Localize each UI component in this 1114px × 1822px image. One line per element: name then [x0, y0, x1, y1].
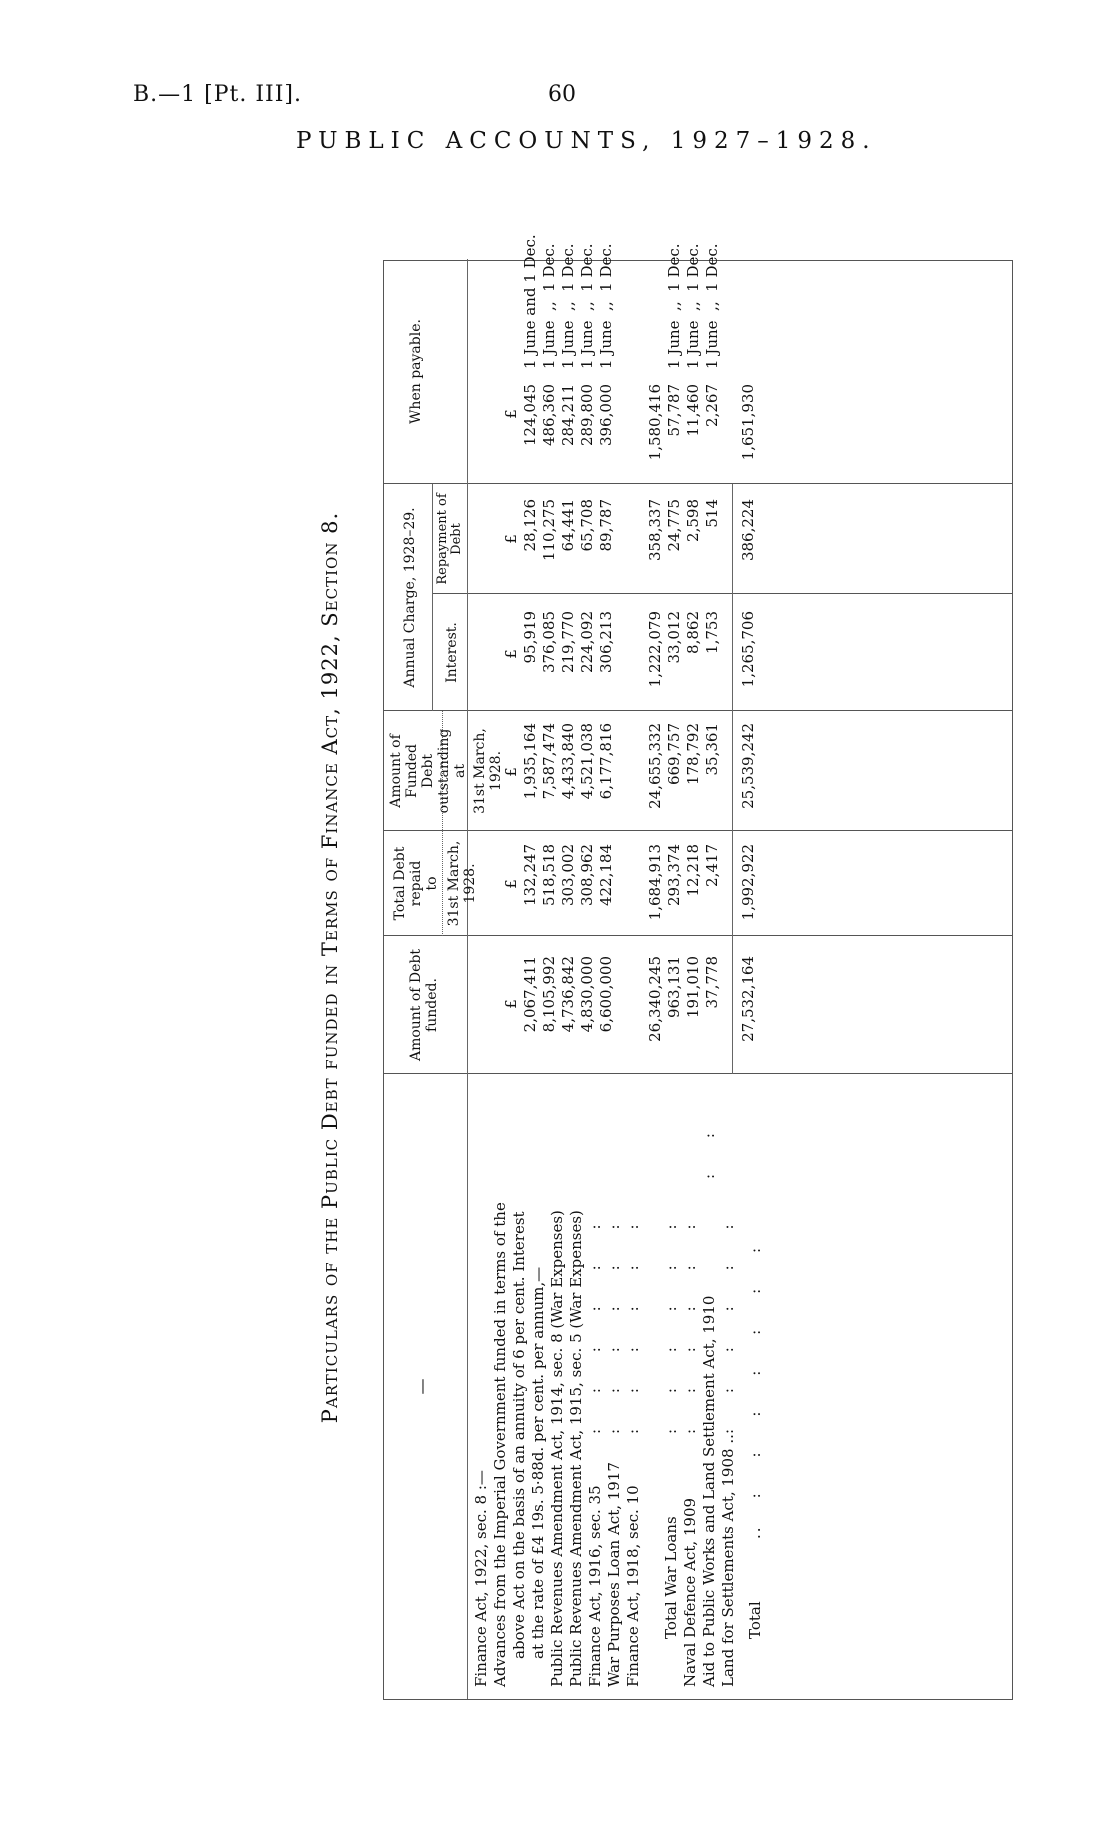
repayment-cell: 358,337	[646, 499, 664, 562]
leader-dots: : : : : : :	[586, 1222, 604, 1434]
repaid-header-line1: Total Debt repaid	[392, 846, 424, 921]
outstanding-cell: 669,757	[665, 723, 683, 786]
amount-funded-cell: 26,340,245	[646, 956, 664, 1042]
interest-cell: 224,092	[578, 611, 596, 674]
leader-dots: : : : : : :	[662, 1222, 680, 1434]
interest-cell: 376,085	[540, 611, 558, 674]
total-cell: 486,360	[540, 384, 558, 447]
repayment-cell: 386,224	[739, 499, 757, 562]
repayment-cell: 28,126	[521, 499, 539, 552]
interest-cell: 1,265,706	[739, 611, 757, 688]
table-caption: Particulars of the Public Debt funded in Terms of Finance Act, 1922, Section 8.	[318, 511, 342, 1424]
row-label: Land for Settlements Act, 1908 ..	[719, 1434, 737, 1687]
amount-funded-cell: 2,067,411	[521, 956, 539, 1033]
interest-cell: 1,753	[703, 611, 721, 654]
pound-sign: £	[502, 649, 520, 659]
repayment-cell: 2,598	[684, 499, 702, 542]
total-rule	[732, 484, 733, 1074]
amount-funded-cell: 27,532,164	[739, 956, 757, 1042]
repaid-cell: 2,417	[703, 844, 721, 887]
amount-funded-cell: 6,600,000	[597, 956, 615, 1033]
outstanding-header-line1: Amount of Funded	[388, 734, 420, 808]
interest-cell: 95,919	[521, 611, 539, 664]
interest-cell: 219,770	[559, 611, 577, 674]
row-label: Total	[746, 1601, 764, 1639]
amount-funded-cell: 37,778	[703, 956, 721, 1009]
leader-dots: : :	[700, 1131, 718, 1179]
row-label: War Purposes Loan Act, 1917	[605, 1462, 623, 1687]
amount-funded-cell: 4,736,842	[559, 956, 577, 1033]
column-rule	[432, 593, 1012, 594]
repayment-cell: 514	[703, 499, 721, 528]
description-header: —	[412, 1378, 431, 1395]
interest-cell: 1,222,079	[646, 611, 664, 688]
outstanding-cell: 7,587,474	[540, 723, 558, 800]
intro-line: above Act on the basis of an annuity of 6 per cent. Interest	[510, 1211, 528, 1659]
outstanding-cell: 178,792	[684, 723, 702, 786]
row-label: Naval Defence Act, 1909	[681, 1497, 699, 1687]
repaid-cell: 293,374	[665, 844, 683, 907]
when-payable-cell: 1 June ,, 1 Dec.	[665, 243, 683, 369]
repaid-cell: 1,992,922	[739, 844, 757, 921]
amount-funded-cell: 963,131	[665, 956, 683, 1019]
amount-funded-cell: 8,105,992	[540, 956, 558, 1033]
total-cell: 124,045	[521, 384, 539, 447]
repaid-cell: 422,184	[597, 844, 615, 907]
when-payable-cell: 1 June ,, 1 Dec.	[578, 243, 596, 369]
pound-sign: £	[502, 999, 520, 1009]
document-reference: B.—1 [Pt. III].	[133, 82, 303, 107]
leader-dots: .. : : : : : : :	[746, 1245, 764, 1539]
leader-dots: : : : : : :	[605, 1222, 623, 1434]
outstanding-cell: 4,433,840	[559, 723, 577, 800]
leader-dots: : : : : : :	[681, 1222, 699, 1434]
row-label: Aid to Public Works and Land Settlement Act, 1910	[700, 1295, 718, 1687]
pound-sign: £	[502, 879, 520, 889]
outstanding-header	[388, 711, 504, 831]
when-payable-cell: 1 June and 1 Dec.	[521, 234, 539, 369]
repayment-cell: 110,275	[540, 499, 558, 562]
running-head: PUBLIC ACCOUNTS, 1927–1928.	[296, 128, 877, 154]
when-payable-cell: 1 June ,, 1 Dec.	[684, 243, 702, 369]
when-payable-cell: 1 June ,, 1 Dec.	[703, 243, 721, 369]
interest-cell: 306,213	[597, 611, 615, 674]
pound-sign: £	[502, 534, 520, 544]
total-cell: 57,787	[665, 384, 683, 437]
header-rule	[467, 259, 468, 1699]
outstanding-header-line4: 31st March, 1928.	[472, 728, 504, 814]
repayment-header-line2: Debt	[449, 523, 464, 555]
amount-funded-header: Amount of Debt funded.	[408, 948, 440, 1062]
outstanding-cell: 1,935,164	[521, 723, 539, 800]
total-cell: 2,267	[703, 384, 721, 427]
repaid-cell: 132,247	[521, 844, 539, 907]
pound-sign: £	[502, 409, 520, 419]
interest-cell: 33,012	[665, 611, 683, 664]
when-payable-cell: 1 June ,, 1 Dec.	[540, 243, 558, 369]
repayment-cell: 24,775	[665, 499, 683, 552]
total-cell: 1,580,416	[646, 384, 664, 461]
debt-table	[383, 234, 1013, 1700]
interest-cell: 8,862	[684, 611, 702, 654]
total-cell: 11,460	[684, 384, 702, 437]
row-label: Finance Act, 1918, sec. 10	[624, 1485, 642, 1687]
leader-dots: : : : : : :	[624, 1222, 642, 1434]
total-cell: 396,000	[597, 384, 615, 447]
pound-sign: £	[502, 767, 520, 777]
outstanding-cell: 35,361	[703, 723, 721, 776]
repaid-cell: 12,218	[684, 844, 702, 897]
total-cell: 289,800	[578, 384, 596, 447]
annual-charge-header: Annual Charge, 1928–29.	[402, 507, 418, 688]
repayment-cell: 64,441	[559, 499, 577, 552]
repayment-cell: 89,787	[597, 499, 615, 552]
repaid-cell: 303,002	[559, 844, 577, 907]
when-payable-header: When payable.	[408, 319, 424, 424]
intro-line: Finance Act, 1922, sec. 8 :—	[472, 1470, 490, 1687]
amount-funded-cell: 191,010	[684, 956, 702, 1019]
outstanding-header-line2: Debt outstanding	[420, 728, 452, 814]
repaid-cell: 308,962	[578, 844, 596, 907]
interest-header: Interest.	[444, 622, 460, 683]
repayment-header	[436, 484, 464, 594]
outstanding-cell: 25,539,242	[739, 723, 757, 809]
repaid-cell: 518,518	[540, 844, 558, 907]
repaid-header-line2: to	[424, 876, 440, 891]
outstanding-cell: 4,521,038	[578, 723, 596, 800]
repaid-header-line3: 31st March, 1928.	[446, 840, 478, 927]
intro-line: Advances from the Imperial Government funded in terms of the	[491, 1202, 509, 1687]
total-cell: 1,651,930	[739, 384, 757, 461]
repayment-header-line1: Repayment of	[435, 493, 450, 585]
when-payable-cell: 1 June ,, 1 Dec.	[597, 243, 615, 369]
page-number: 60	[548, 82, 576, 107]
leader-dots: : : : : : :	[719, 1222, 737, 1434]
annual-charge-rule	[432, 484, 433, 711]
outstanding-cell: 6,177,816	[597, 723, 615, 800]
repaid-cell: 1,684,913	[646, 844, 664, 921]
outstanding-cell: 24,655,332	[646, 723, 664, 809]
when-payable-cell: 1 June ,, 1 Dec.	[559, 243, 577, 369]
row-label: Finance Act, 1916, sec. 35	[586, 1485, 604, 1687]
amount-funded-cell: 4,830,000	[578, 956, 596, 1033]
row-label: Public Revenues Amendment Act, 1915, sec. 5 (War Expenses)	[567, 1210, 585, 1687]
rotated-table-block	[318, 185, 1038, 1750]
outstanding-header-line3: at	[452, 764, 468, 778]
repaid-header	[392, 831, 478, 936]
total-cell: 284,211	[559, 384, 577, 447]
row-label: Public Revenues Amendment Act, 1914, sec. 8 (War Expenses)	[548, 1210, 566, 1687]
repayment-cell: 65,708	[578, 499, 596, 552]
intro-line: at the rate of £4 19s. 5·88d. per cent. per annum,—	[529, 1266, 547, 1659]
row-label: Total War Loans	[662, 1516, 680, 1639]
